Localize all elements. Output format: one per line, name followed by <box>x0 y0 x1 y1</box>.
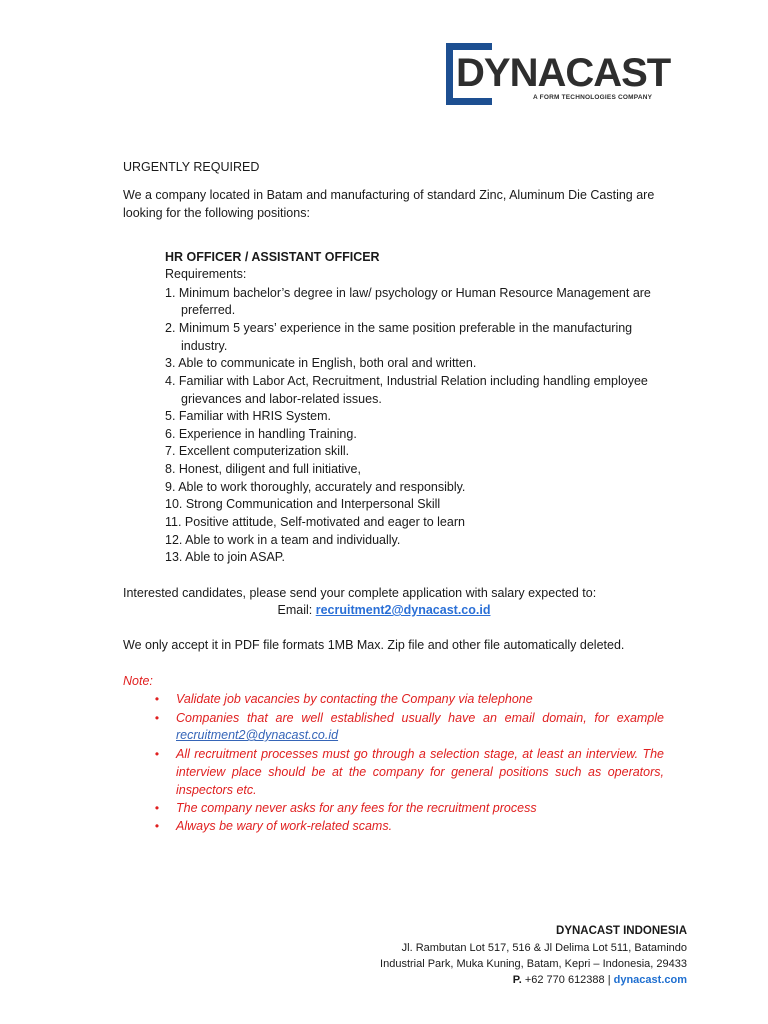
dynacast-logo <box>446 43 671 107</box>
note-item: Always be wary of work-related scams. <box>176 819 393 833</box>
intro-line-2: looking for the following positions: <box>123 206 310 220</box>
requirement-item: 10. Strong Communication and Interpersonal Skill <box>165 497 441 511</box>
requirement-item: 8. Honest, diligent and full initiative, <box>165 462 361 476</box>
apply-instruction: Interested candidates, please send your complete application with salary expected to: <box>123 586 597 600</box>
website-link[interactable]: dynacast.com <box>613 974 687 986</box>
requirement-item: 1. Minimum bachelor’s degree in law/ psychology or Human Resource Management are <box>165 286 651 300</box>
email-link[interactable]: recruitment2@dynacast.co.id <box>315 603 491 617</box>
requirements-label: Requirements: <box>165 267 247 281</box>
note-item: All recruitment processes must go through a selection stage, at least an interview. The interview place should be at the company for general positions such as operators, inspectors etc. <box>176 747 664 797</box>
note-item: Companies that are well established usually have an email domain, for example <box>176 711 664 725</box>
intro-line-1: We a company located in Batam and manufacturing of standard Zinc, Aluminum Die Casting are <box>123 188 655 202</box>
file-format-note: We only accept it in PDF file formats 1MB Max. Zip file and other file automatically deleted. <box>123 638 625 652</box>
bullet-icon: • <box>154 692 160 706</box>
footer-contact <box>513 972 687 988</box>
note-item: Validate job vacancies by contacting the Company via telephone <box>176 692 533 706</box>
bullet-icon: • <box>154 747 160 761</box>
requirement-item: 4. Familiar with Labor Act, Recruitment, Industrial Relation including handling employee <box>165 374 648 388</box>
phone-number: +62 770 612388 | <box>521 974 614 986</box>
requirement-item: 13. Able to join ASAP. <box>165 550 286 564</box>
requirement-item: 12. Able to work in a team and individually. <box>165 533 401 547</box>
phone-label: P. <box>512 974 522 986</box>
note-label: Note: <box>123 674 153 688</box>
footer-company: DYNACAST INDONESIA <box>556 925 687 937</box>
requirement-item: 5. Familiar with HRIS System. <box>165 409 332 423</box>
requirement-item: 2. Minimum 5 years’ experience in the same position preferable in the manufacturing <box>165 321 633 335</box>
position-title: HR OFFICER / ASSISTANT OFFICER <box>165 250 380 264</box>
bullet-icon: • <box>154 711 160 725</box>
requirement-item: 7. Excellent computerization skill. <box>165 444 350 458</box>
email-label: Email: <box>277 603 316 617</box>
footer-address-2: Industrial Park, Muka Kuning, Batam, Kepri – Indonesia, 29433 <box>380 958 687 970</box>
note-email-link[interactable]: recruitment2@dynacast.co.id <box>176 728 339 742</box>
logo-tagline: A FORM TECHNOLOGIES COMPANY <box>533 94 653 101</box>
requirement-item: 3. Able to communicate in English, both oral and written. <box>165 356 477 370</box>
logo-wordmark: DYNACAST <box>456 51 671 95</box>
note-item-link-line <box>176 726 664 744</box>
requirement-item: 11. Positive attitude, Self-motivated and eager to learn <box>165 515 465 529</box>
email-line <box>0 601 768 619</box>
page-heading: URGENTLY REQUIRED <box>123 160 260 174</box>
requirement-item: 6. Experience in handling Training. <box>165 427 357 441</box>
footer-address-1: Jl. Rambutan Lot 517, 516 & Jl Delima Lot 511, Batamindo <box>401 942 687 954</box>
note-item: The company never asks for any fees for the recruitment process <box>176 801 537 815</box>
requirement-item-cont: industry. <box>181 339 228 353</box>
requirement-item-cont: preferred. <box>181 303 236 317</box>
bullet-icon: • <box>154 819 160 833</box>
bullet-icon: • <box>154 801 160 815</box>
requirement-item: 9. Able to work thoroughly, accurately and responsibly. <box>165 480 466 494</box>
requirement-item-cont: grievances and labor-related issues. <box>181 392 382 406</box>
